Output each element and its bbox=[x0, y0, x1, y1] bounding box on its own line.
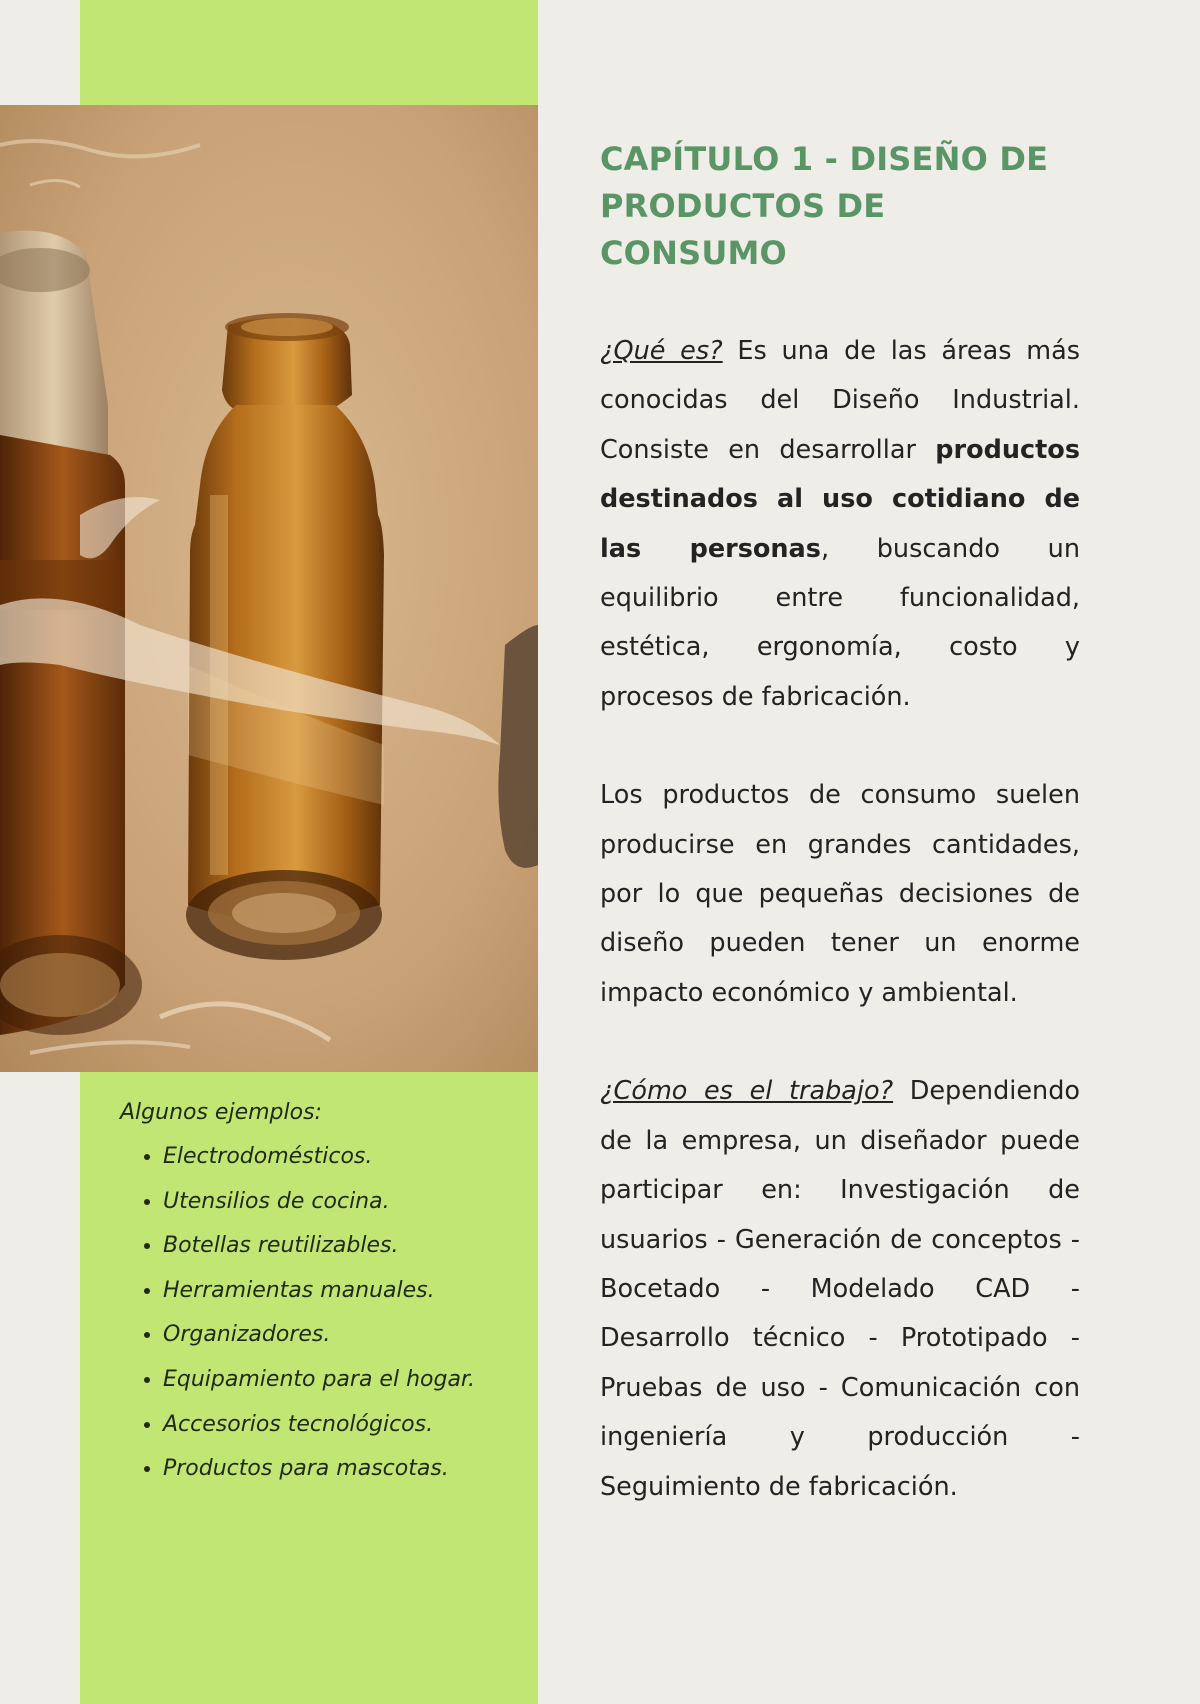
list-item: • Equipamiento para el hogar. bbox=[163, 1365, 530, 1395]
amber-glass-bottles-photo bbox=[0, 105, 538, 1072]
list-item: • Electrodomésticos. bbox=[163, 1142, 530, 1172]
question-como-es: ¿Cómo es el trabajo? bbox=[600, 1076, 894, 1107]
question-que-es: ¿Qué es? bbox=[600, 336, 723, 366]
list-item: • Accesorios tecnológicos. bbox=[163, 1410, 530, 1440]
paragraph-text: , buscando un equilibrio entre funcionalidad, estética, ergonomía, costo y procesos de fabricación. bbox=[600, 533, 1080, 712]
list-item: • Productos para mascotas. bbox=[163, 1454, 530, 1484]
examples-title: Algunos ejemplos: bbox=[120, 1100, 322, 1125]
main-content bbox=[600, 136, 1080, 1512]
list-item: • Herramientas manuales. bbox=[163, 1276, 530, 1306]
list-item: • Botellas reutilizables. bbox=[163, 1231, 530, 1261]
paragraph-trabajo bbox=[600, 1067, 1080, 1512]
paragraph-text: Dependiendo de la empresa, un diseñador puede participar en: Investigación de usuarios - Generación de conceptos - Bocetado - Modelado CAD - Desarrollo técnico - Prototipado - Pruebas de uso - Comunicación con ingeniería y producción - Seguimiento de fabricación. bbox=[600, 1076, 1080, 1502]
examples-list bbox=[120, 1142, 530, 1484]
paragraph-cantidades: Los productos de consumo suelen producirse en grandes cantidades, por lo que pequeñas decisiones de diseño pueden tener un enorme impacto económico y ambiental. bbox=[600, 780, 1080, 1008]
chapter-title-line2: PRODUCTOS DE CONSUMO bbox=[600, 187, 886, 272]
paragraph-text: Es una de las áreas más conocidas del Diseño Industrial. Consiste en desarrollar bbox=[600, 336, 1080, 465]
paragraph-que-es bbox=[600, 327, 1080, 722]
chapter-title-line1: CAPÍTULO 1 - DISEÑO DE bbox=[600, 140, 1049, 178]
chapter-title bbox=[600, 136, 1080, 277]
bold-text: productos destinados al uso cotidiano de las personas bbox=[600, 434, 1080, 564]
examples-box bbox=[120, 1098, 530, 1499]
list-item: • Organizadores. bbox=[163, 1320, 530, 1350]
list-item: • Utensilios de cocina. bbox=[163, 1187, 530, 1217]
